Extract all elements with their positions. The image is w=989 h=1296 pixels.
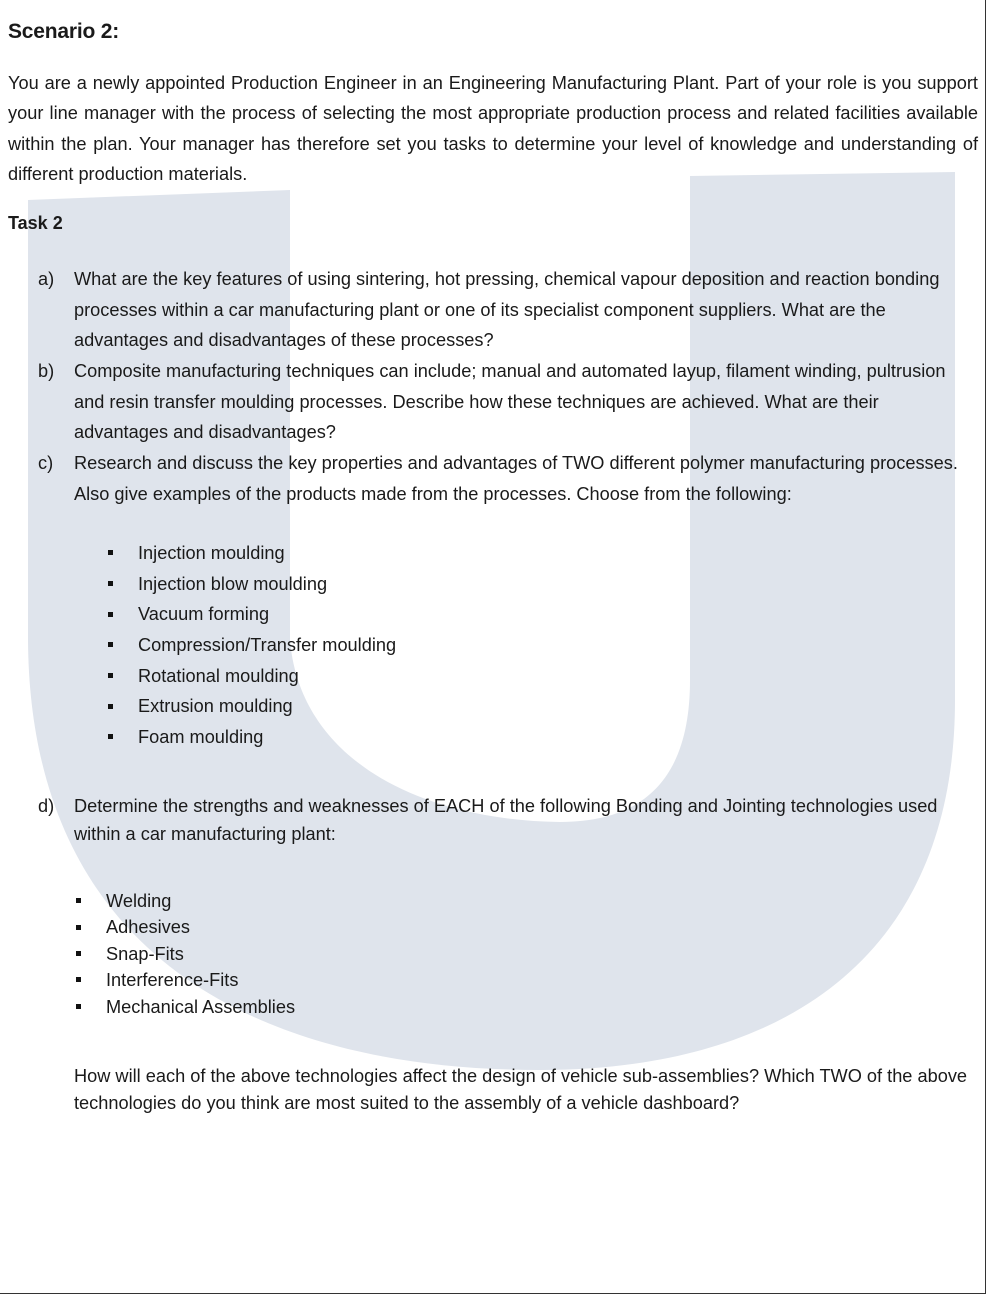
list-item-label: Adhesives <box>106 917 190 938</box>
question-label: b) <box>38 361 55 381</box>
question-label: c) <box>38 453 54 473</box>
list-item-label: Welding <box>106 891 172 911</box>
question-text: Determine the strengths and weaknesses of EACH of the following Bonding and Jointing technologies used within a car manufacturing plant: <box>74 796 938 844</box>
list-item-label: Compression/Transfer moulding <box>138 635 397 656</box>
polymer-process-list <box>108 538 396 753</box>
list-item <box>108 722 396 753</box>
bullet-icon <box>108 612 113 617</box>
list-item <box>108 691 396 722</box>
bullet-icon <box>76 925 81 930</box>
bullet-icon <box>76 951 81 956</box>
bullet-icon <box>76 898 81 903</box>
question-text: Research and discuss the key properties and advantages of TWO different polymer manufacturing processes. Also give examples of the products made from the processes. Choose from the following: <box>74 453 958 504</box>
list-item-label: Interference-Fits <box>106 970 239 991</box>
list-item-label: Injection blow moulding <box>138 573 328 594</box>
question-c <box>38 448 973 509</box>
bullet-icon <box>108 642 113 647</box>
list-item-label: Mechanical Assemblies <box>106 996 296 1017</box>
question-b <box>38 356 973 448</box>
question-label: d) <box>38 796 55 816</box>
question-a <box>38 264 973 356</box>
list-item <box>76 941 295 967</box>
bullet-icon <box>108 550 113 555</box>
question-text: What are the key features of using sintering, hot pressing, chemical vapour deposition and reaction bonding processes within a car manufacturing plant or one of its specialist component suppliers. What are the advantages and disadvantages of these processes? <box>74 269 940 351</box>
list-item <box>76 888 295 914</box>
intro-paragraph: You are a newly appointed Production Engineer in an Engineering Manufacturing Plant. Part of your role is you support your line manager with the process of selecting the most appropriate production process and related facilities available within the plan. Your manager has therefore set you tasks to determine your level of knowledge and understanding of different production materials. <box>8 73 978 185</box>
bullet-icon <box>108 673 113 678</box>
list-item-label: Snap-Fits <box>106 943 184 964</box>
list-item-label: Vacuum forming <box>138 604 270 625</box>
task-title: Task 2 <box>8 213 63 233</box>
list-item <box>76 914 295 940</box>
bullet-icon <box>108 704 113 709</box>
bonding-technology-list <box>76 888 295 1020</box>
bullet-icon <box>76 977 81 982</box>
scenario-title: Scenario 2: <box>8 20 120 43</box>
question-d <box>38 793 973 848</box>
bullet-icon <box>108 734 113 739</box>
list-item <box>108 630 396 661</box>
list-item <box>108 599 396 630</box>
closing-question: How will each of the above technologies affect the design of vehicle sub-assemblies? Which TWO of the above technologies do you think are most suited to the assembly of a vehicle dashboard? <box>74 1066 968 1113</box>
list-item <box>76 967 295 993</box>
question-label: a) <box>38 269 55 289</box>
bullet-icon <box>76 1004 81 1009</box>
question-text: Composite manufacturing techniques can include; manual and automated layup, filament winding, pultrusion and resin transfer moulding processes. Describe how these techniques are achieved. What are their advantages and disadvantages? <box>74 361 946 443</box>
list-item-label: Injection moulding <box>138 543 285 563</box>
list-item <box>108 661 396 692</box>
list-item-label: Extrusion moulding <box>138 696 293 717</box>
list-item-label: Rotational moulding <box>138 665 299 686</box>
bullet-icon <box>108 581 113 586</box>
list-item <box>108 569 396 600</box>
list-item <box>108 538 396 569</box>
list-item-label: Foam moulding <box>138 727 264 748</box>
list-item <box>76 994 295 1020</box>
